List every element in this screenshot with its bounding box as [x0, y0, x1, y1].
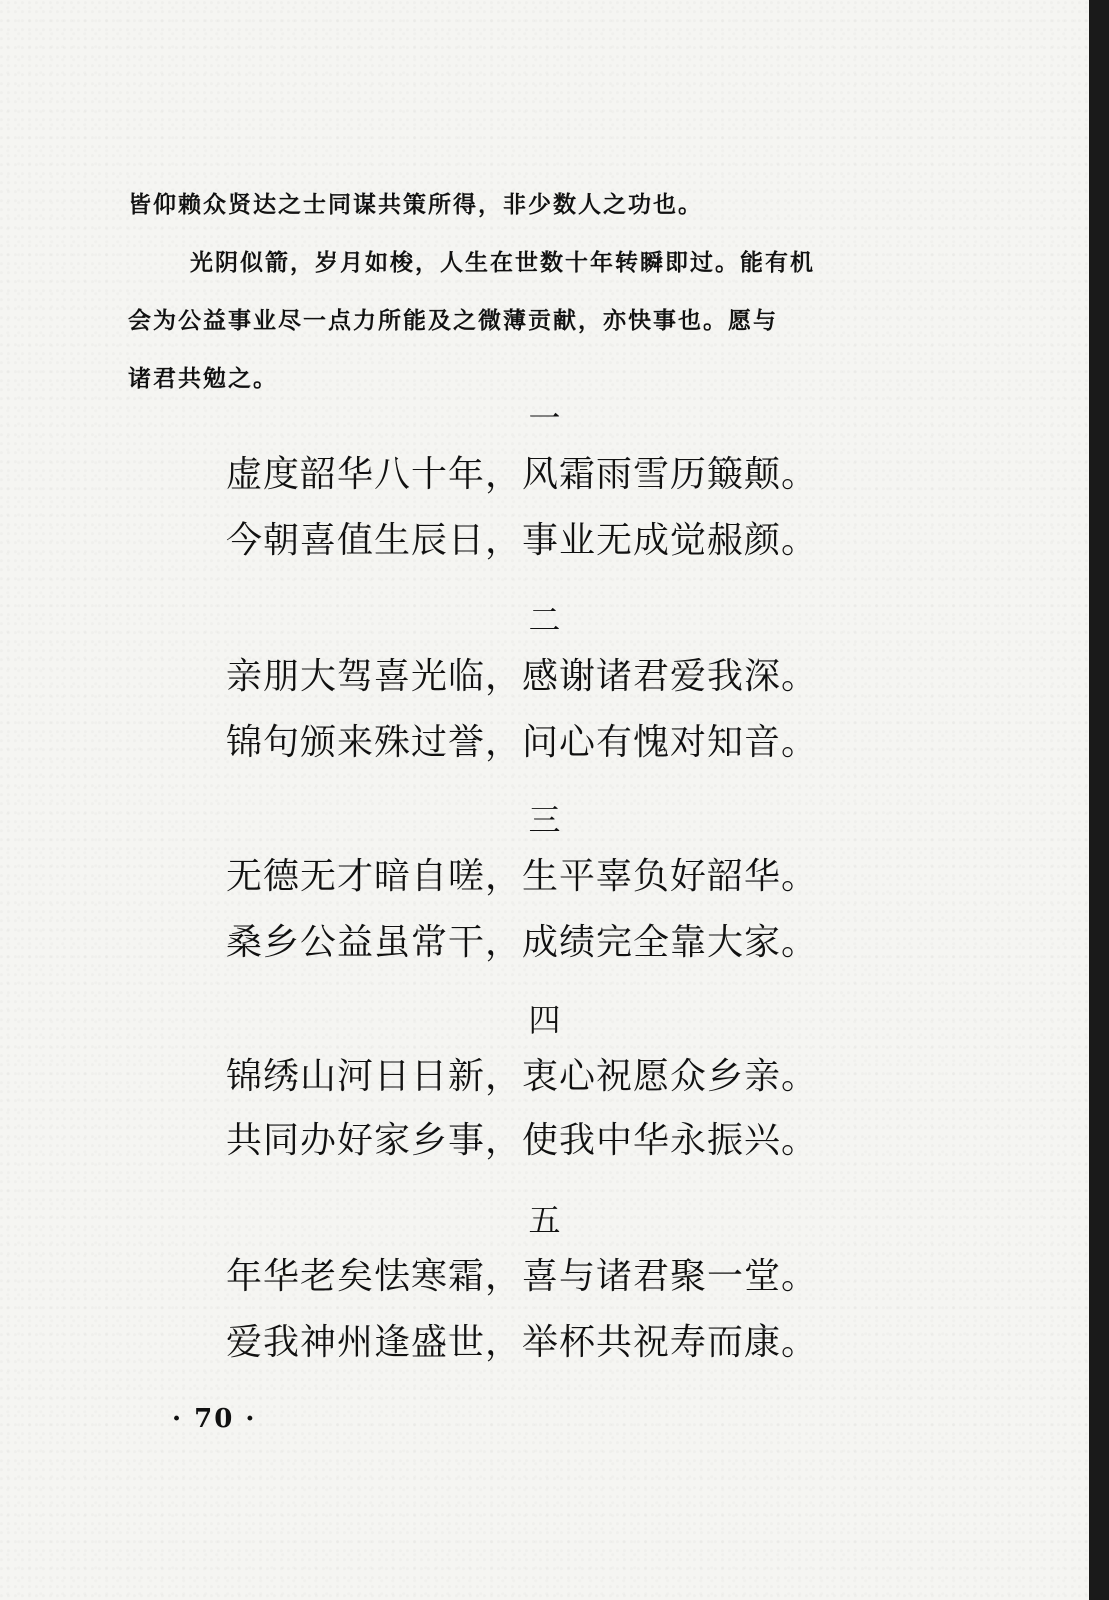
scan-border	[1089, 0, 1109, 1600]
poem-line: 无德无才暗自嗟，生平辜负好韶华。	[226, 856, 819, 897]
poem-line: 爱我神州逢盛世，举杯共祝寿而康。	[226, 1322, 819, 1363]
poem-line: 共同办好家乡事，使我中华永振兴。	[226, 1120, 819, 1161]
poem-line: 今朝喜值生辰日，事业无成觉赧颜。	[226, 520, 819, 561]
poem-line: 亲朋大驾喜光临，感谢诸君爱我深。	[226, 656, 819, 697]
poem-line: 锦绣山河日日新，衷心祝愿众乡亲。	[226, 1056, 819, 1097]
prose-line: 光阴似箭，岁月如梭，人生在世数十年转瞬即过。能有机	[190, 249, 815, 276]
poem-line: 年华老矣怯寒霜，喜与诸君聚一堂。	[226, 1256, 819, 1297]
page-number: · 70 ·	[172, 1404, 257, 1434]
poem-number: 一	[528, 399, 561, 437]
poem-number: 五	[528, 1201, 561, 1239]
poem-number: 四	[528, 1001, 561, 1039]
prose-line: 皆仰赖众贤达之士同谋共策所得，非少数人之功也。	[128, 191, 703, 218]
prose-paragraph	[128, 234, 958, 408]
poem-line: 桑乡公益虽常干，成绩完全靠大家。	[226, 922, 819, 963]
poem-line: 锦句颁来殊过誉，问心有愧对知音。	[226, 722, 819, 763]
prose-line: 诸君共勉之。	[128, 365, 278, 392]
poem-line: 虚度韶华八十年，风霜雨雪历簸颠。	[226, 454, 819, 495]
poem-number: 二	[528, 601, 561, 639]
prose-paragraph-continued	[128, 176, 958, 234]
poem-number: 三	[528, 801, 561, 839]
prose-line: 会为公益事业尽一点力所能及之微薄贡献，亦快事也。愿与	[128, 307, 778, 334]
